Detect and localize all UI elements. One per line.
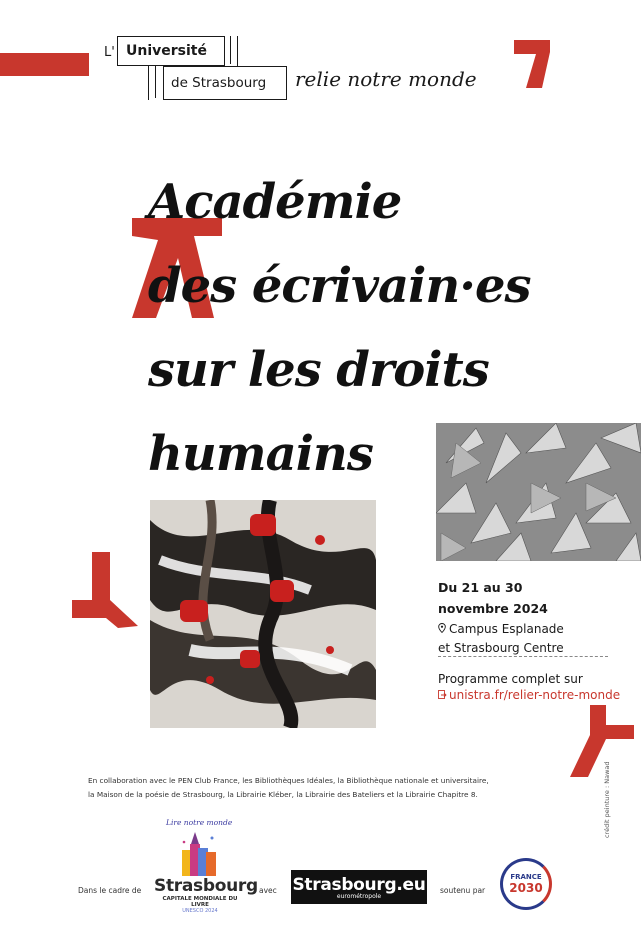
program-link[interactable] bbox=[438, 688, 620, 702]
date-line-2: novembre 2024 bbox=[438, 601, 548, 616]
logo-line1: Université bbox=[126, 43, 207, 59]
strasbourg-logo-sub: CAPITALE MONDIALE DU LIVRE bbox=[162, 896, 238, 908]
date-line-1: Du 21 au 30 bbox=[438, 580, 523, 595]
strasbourg-logo-sub2: UNESCO 2024 bbox=[182, 908, 218, 914]
venue bbox=[438, 620, 564, 658]
divider bbox=[438, 656, 608, 657]
red-mark-left bbox=[72, 552, 138, 630]
logo-line2: de Strasbourg bbox=[171, 75, 267, 91]
red-mark-right bbox=[570, 705, 634, 777]
location-pin-icon bbox=[438, 623, 446, 633]
tagline: relie notre monde bbox=[295, 67, 477, 91]
open-books-photo bbox=[436, 423, 641, 561]
strasbourg-capital-logo bbox=[154, 876, 258, 914]
university-logo-top bbox=[117, 36, 225, 66]
euro-logo-sub: eurométropole bbox=[336, 892, 382, 900]
collab-line-2: la Maison de la poésie de Strasbourg, la Librairie Kléber, la Librairie des Bateliers et la Librairie Chapitre 8. bbox=[88, 790, 478, 799]
france-year: 2030 bbox=[509, 881, 543, 895]
logo-lines-icon bbox=[224, 36, 238, 66]
logo-prefix: L' bbox=[104, 45, 115, 60]
program-label: Programme complet sur bbox=[438, 672, 583, 686]
strasbourg-logo-title: Strasbourg bbox=[154, 876, 258, 896]
logo-lines-icon-2 bbox=[148, 66, 164, 100]
collaboration-text bbox=[88, 774, 489, 802]
frame-label: Dans le cadre de bbox=[78, 886, 142, 895]
university-logo-bottom bbox=[163, 66, 287, 100]
collab-line-1: En collaboration avec le PEN Club France, les Bibliothèques Idéales, la Bibliothèque nationale et universitaire, bbox=[88, 776, 489, 785]
link-icon bbox=[438, 690, 447, 700]
painting-credit: crédit peinture : Nawad bbox=[603, 761, 611, 838]
red-bar-top-left bbox=[0, 53, 89, 76]
eurometropole-logo bbox=[291, 870, 427, 904]
program-url[interactable]: unistra.fr/relier-notre-monde bbox=[449, 688, 621, 702]
lire-label: Lire notre monde bbox=[166, 818, 233, 827]
euro-logo-title: Strasbourg.eu bbox=[292, 874, 426, 895]
france-2030-logo bbox=[500, 858, 552, 910]
venue-line-1-text: Campus Esplanade bbox=[449, 622, 564, 636]
venue-line-1 bbox=[438, 620, 564, 639]
support-label: soutenu par bbox=[440, 886, 486, 895]
title-line-3: sur les droits bbox=[148, 342, 489, 398]
abstract-painting-image bbox=[150, 500, 376, 728]
red-mark-top-right bbox=[512, 38, 552, 90]
venue-line-2: et Strasbourg Centre bbox=[438, 641, 564, 655]
with-label: avec bbox=[259, 886, 277, 895]
france-label: FRANCE bbox=[510, 873, 542, 881]
title-line-1: Académie bbox=[148, 174, 402, 230]
title-line-2: des écrivain·es bbox=[148, 258, 531, 314]
title-line-4: humains bbox=[148, 426, 373, 482]
capital-book-logo-icon bbox=[178, 830, 220, 876]
